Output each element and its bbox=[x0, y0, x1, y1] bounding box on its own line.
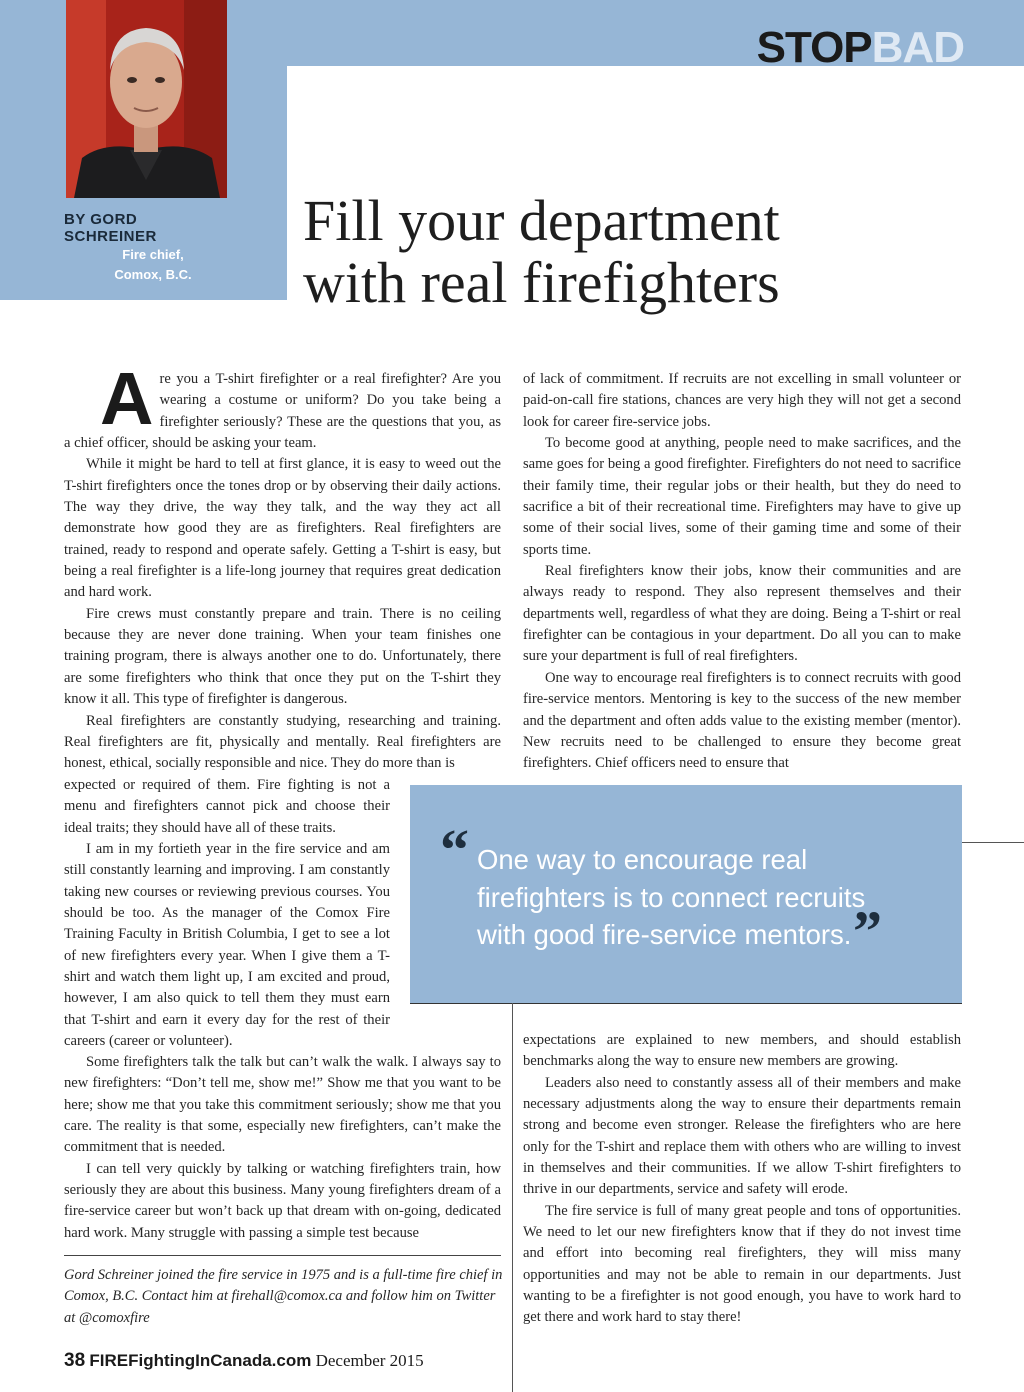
paragraph: I can tell very quickly by talking or watching firefighters train, how seriously they are about this business. Many young firefighters dream of a fire-service career but won’t back up that dream with on-going, dedicated hard work. Many struggle with passing a simple test because bbox=[64, 1160, 501, 1241]
bio-divider bbox=[64, 1255, 501, 1256]
magazine-website: FIREFightingInCanada.com bbox=[89, 1351, 312, 1370]
column-2-bottom bbox=[523, 1030, 961, 1329]
pull-quote-rule bbox=[962, 842, 1024, 843]
paragraph: expectations are explained to new members, and should establish benchmarks along the way to ensure new members are growing. bbox=[523, 1032, 961, 1070]
series-word-stop: STOP bbox=[756, 23, 872, 72]
paragraph: re you a T-shirt firefighter or a real firefighter? Are you wearing a costume or uniform? Do you take being a firefighter seriously? These are the questions that you, as a chief officer, should be asking your team. bbox=[64, 371, 501, 452]
page-footer bbox=[64, 1350, 424, 1372]
drop-cap: A bbox=[100, 357, 154, 440]
paragraph: Leaders also need to constantly assess all of their members and make necessary adjustments along the way to ensure their departments remain strong and become even stronger. Release the firefighters who are here only for the T-shirt and replace them with others who are willing to invest in themselves and their communities. If we allow T-shirt firefighters to thrive in our departments, service and safety will erode. bbox=[523, 1074, 961, 1198]
author-photo bbox=[66, 0, 227, 198]
paragraph: Real firefighters are constantly studying, researching and training. Real firefighters are fit, physically and mentally. Real firefighters are honest, ethical, socially responsible and nice. They do more than is bbox=[64, 712, 501, 772]
page-number: 38 bbox=[64, 1350, 86, 1371]
column-1-top bbox=[64, 327, 501, 775]
column-series-title bbox=[757, 22, 964, 74]
author-bio: Gord Schreiner joined the fire service in 1975 and is a full-time fire chief in Comox, B.C. Contact him at firehall@comox.ca and follow him on Twitter at @comoxfire bbox=[64, 1267, 503, 1326]
paragraph: To become good at anything, people need to make sacrifices, and the same goes for being a good firefighter. Firefighters do not need to sacrifice their family time, their regular jobs or their health, but they do need to sacrifice a bit of their recreational time. Firefighters may have to give up some of their social lives, some of their gaming time and some of their sports time. bbox=[523, 435, 961, 558]
paragraph: The fire service is full of many great people and tons of opportunities. We need to let our new firefighters know that if they do not invest time and effort into becoming real firefighters, they will miss many opportunities and may not be able to remain in our departments. Just wanting to be a firefighter is not good enough, you have to work hard to get there and work hard to stay there! bbox=[523, 1202, 961, 1326]
author-title-line-2: Comox, B.C. bbox=[114, 267, 192, 282]
author-byline bbox=[64, 211, 234, 285]
column-2-top bbox=[523, 369, 961, 775]
author-name: BY GORD SCHREINER bbox=[64, 211, 157, 245]
column-1-bottom bbox=[64, 1052, 501, 1244]
column-1-narrow bbox=[64, 775, 390, 1052]
close-quote-mark: ” bbox=[853, 899, 882, 964]
headline-line-1: Fill your department bbox=[303, 188, 780, 253]
article-headline bbox=[303, 190, 993, 314]
author-title-line-1: Fire chief, bbox=[122, 247, 184, 262]
pull-quote-bottom-rule bbox=[410, 1003, 962, 1004]
author-portrait-image bbox=[66, 0, 227, 198]
column-divider bbox=[512, 1003, 513, 1392]
pull-quote-text: One way to encourage real firefighters is to connect recruits with good fire-service mentors. bbox=[477, 844, 866, 950]
issue-date: December 2015 bbox=[315, 1351, 424, 1370]
paragraph: One way to encourage real firefighters is to connect recruits with good fire-service mentors. Mentoring is key to the success of the new member and the department and often adds value to the existing member (mentor). New recruits need to be challenged to ensure they become great firefighters. Chief officers need to ensure that bbox=[523, 669, 961, 772]
paragraph: Real firefighters know their jobs, know their communities and are always ready to respond. They also represent themselves and their departments well, regardless of what they are doing. Being a T-shirt or real firefighter can be contagious in your department. Do all you can to make sure your department is full of real firefighters. bbox=[523, 563, 961, 665]
pull-quote bbox=[410, 785, 962, 1003]
paragraph: While it might be hard to tell at first glance, it is easy to weed out the T-shirt firefighters once the tones drop or by observing their daily actions. The way they drive, the way they talk, and the way they act all demonstrate how good they are as firefighters. Real firefighters are trained, ready to respond and operate safely. Getting a T-shirt is easy, but being a real firefighter is a life-long journey that requires great dedication and hard work. bbox=[64, 456, 501, 601]
paragraph: of lack of commitment. If recruits are not excelling in small volunteer or paid-on-call fire stations, chances are very high they will not get a second look for career fire-service jobs. bbox=[523, 371, 961, 430]
open-quote-mark: “ bbox=[440, 817, 469, 882]
headline-line-2: with real firefighters bbox=[303, 250, 780, 315]
paragraph: Some firefighters talk the talk but can’t walk the walk. I always say to new firefighters: “Don’t tell me, show me!” Show me that you want to be here; show me that you take this commitment seriously; show me that you care. The reality is that some, especially new firefighters, can’t make the commitment that is needed. bbox=[64, 1054, 501, 1156]
paragraph: I am in my fortieth year in the fire service and am still constantly learning and improving. I am constantly taking new courses or reviewing previous courses. You should be too. As the manager of the Comox Fire Training Faculty in British Columbia, I get to see a lot of new firefighters every year. When I give them a T-shirt and watch them light up, I am excited and proud, however, I am also quick to tell them they must earn that T-shirt and earn it every day for the rest of their careers (career or volunteer). bbox=[64, 841, 390, 1050]
series-word-bad: BAD bbox=[871, 23, 964, 72]
paragraph: expected or required of them. Fire fighting is not a menu and firefighters cannot pick and choose their ideal traits; they should have all of these traits. bbox=[64, 777, 390, 836]
paragraph: Fire crews must constantly prepare and train. There is no ceiling because they are never done training. When your team finishes one training program, there is always another one to do. Unfortunately, there are some firefighters who think that once they put on the T-shirt they know it all. This type of firefighter is dangerous. bbox=[64, 605, 501, 708]
